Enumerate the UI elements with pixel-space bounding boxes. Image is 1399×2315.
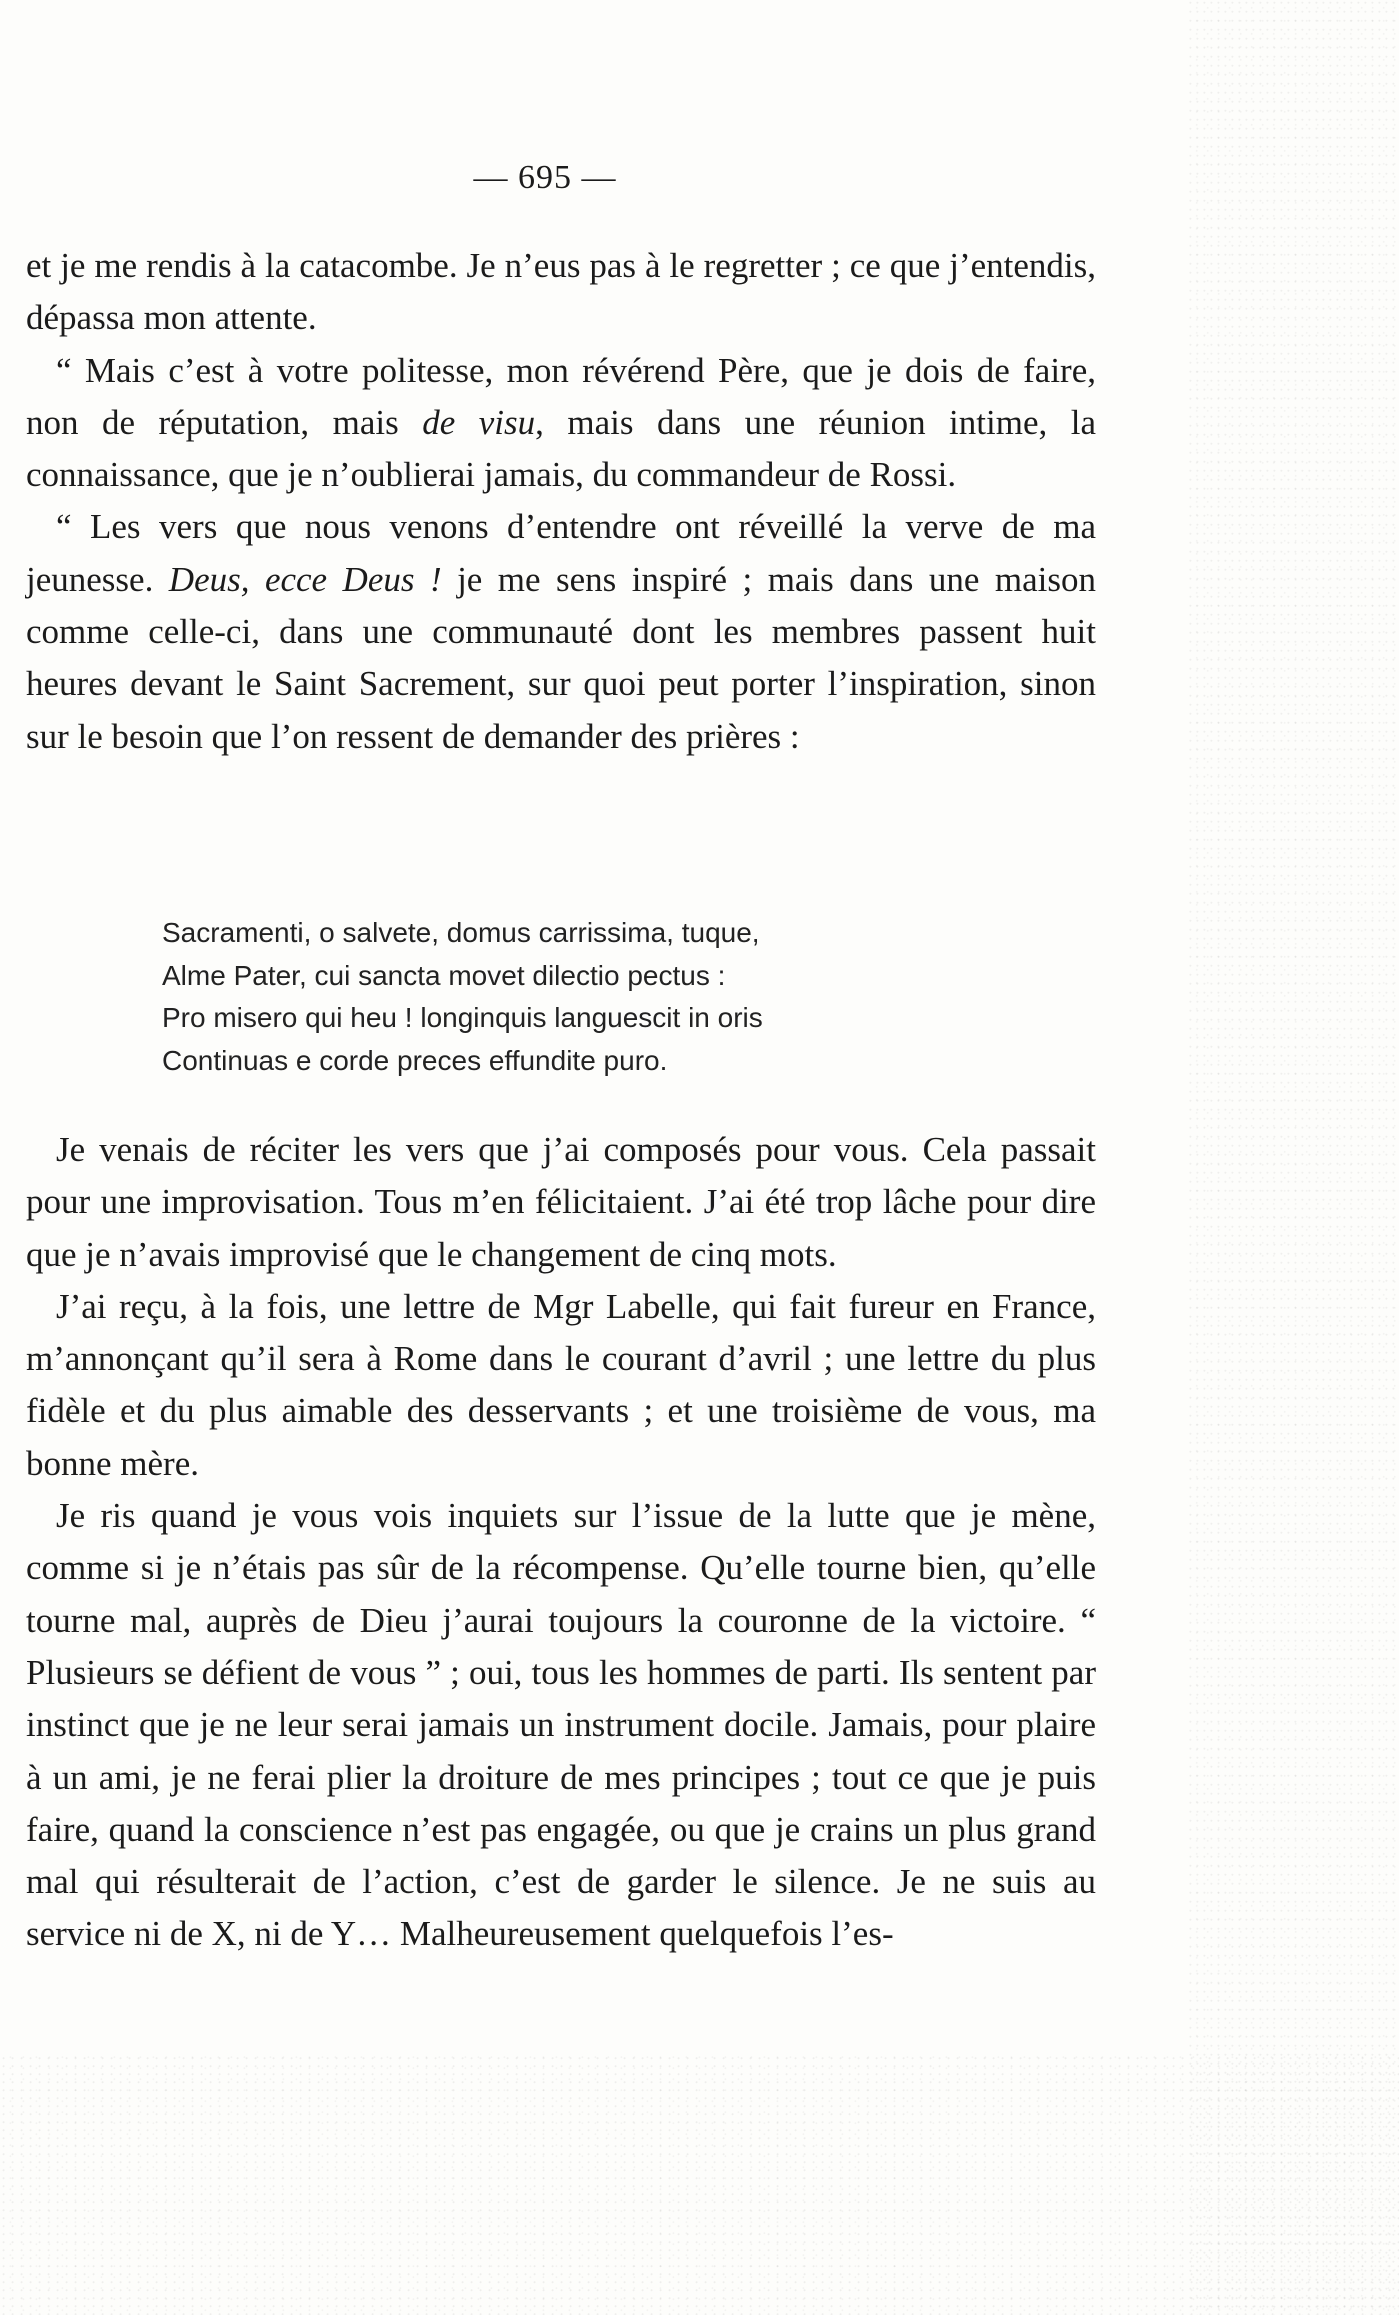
text-run: “ Les vers que nous venons d’entendre ont réveillé la verve de ma jeunesse. <box>26 507 1096 599</box>
verse-line: Pro misero qui heu ! longinquis languescit in oris <box>162 1002 763 1033</box>
text-block-top <box>26 240 1096 763</box>
text-run: je me sens inspiré ; mais dans une maison comme celle-ci, dans une communauté dont les membres passent huit heures devant le Saint Sacrement, sur quoi peut porter l’inspiration, sinon sur le besoin que l’on ressent de demander des prières : <box>26 559 1096 756</box>
text-run: Je venais de réciter les vers que j’ai composés pour vous. Cela passait pour une improvisation. Tous m’en félicitaient. J’ai été trop lâche pour dire que je n’avais improvisé que le changement de cinq mots. <box>26 1130 1096 1274</box>
italic-text-run: Deus, ecce Deus ! <box>168 559 442 599</box>
text-run: J’ai reçu, à la fois, une lettre de Mgr Labelle, qui fait fureur en France, m’annonçant qu’il sera à Rome dans le courant d’avril ; une lettre du plus fidèle et du plus aimable des desservants ; et une troisième de vous, ma bonne mère. <box>26 1286 1096 1483</box>
paragraph <box>26 1124 1096 1281</box>
italic-text-run: de visu <box>422 402 536 442</box>
text-run: , mais dans une réunion intime, la connaissance, que je n’oublierai jamais, du commandeur de Rossi. <box>26 402 1096 495</box>
page-number: — 695 — <box>473 159 617 196</box>
text-run: et je me rendis à la catacombe. Je n’eus pas à le regretter ; ce que j’entendis, dépassa mon attente. <box>26 246 1096 338</box>
paragraph <box>26 1490 1096 1961</box>
paragraph <box>26 240 1096 345</box>
scan-speckle-right <box>1189 0 1399 2315</box>
verse-line: Alme Pater, cui sancta movet dilectio pectus : <box>162 959 726 991</box>
scan-speckle-bottom <box>0 2055 1399 2315</box>
verse-line: Sacramenti, o salvete, domus carrissima, tuque, <box>162 917 760 948</box>
latin-verse <box>162 912 1042 1082</box>
text-block-bottom <box>26 1124 1096 1961</box>
paragraph <box>26 1281 1096 1490</box>
text-run: Je ris quand je vous vois inquiets sur l’issue de la lutte que je mène, comme si je n’étais pas sûr de la récompense. Qu’elle tourne bien, qu’elle tourne mal, auprès de Dieu j’aurai toujours la couronne de la victoire. “ Plusieurs se défient de vous ” ; oui, tous les hommes de parti. Ils sentent par instinct que je ne leur serai jamais un instrument docile. Jamais, pour plaire à un ami, je ne ferai plier la droiture de mes principes ; tout ce que je puis faire, quand la conscience n’est pas engagée, ou que je crains un plus grand mal qui résulterait de l’action, c’est de garder le silence. Je ne suis au service ni de X, ni de Y… Malheureusement quelquefois l’es- <box>26 1496 1096 1954</box>
verse-line: Continuas e corde preces effundite puro. <box>162 1044 668 1076</box>
paragraph <box>26 345 1096 502</box>
paragraph <box>26 501 1096 762</box>
text-run: “ Mais c’est à votre politesse, mon révérend Père, que je dois de faire, non de réputation, mais <box>26 350 1096 442</box>
